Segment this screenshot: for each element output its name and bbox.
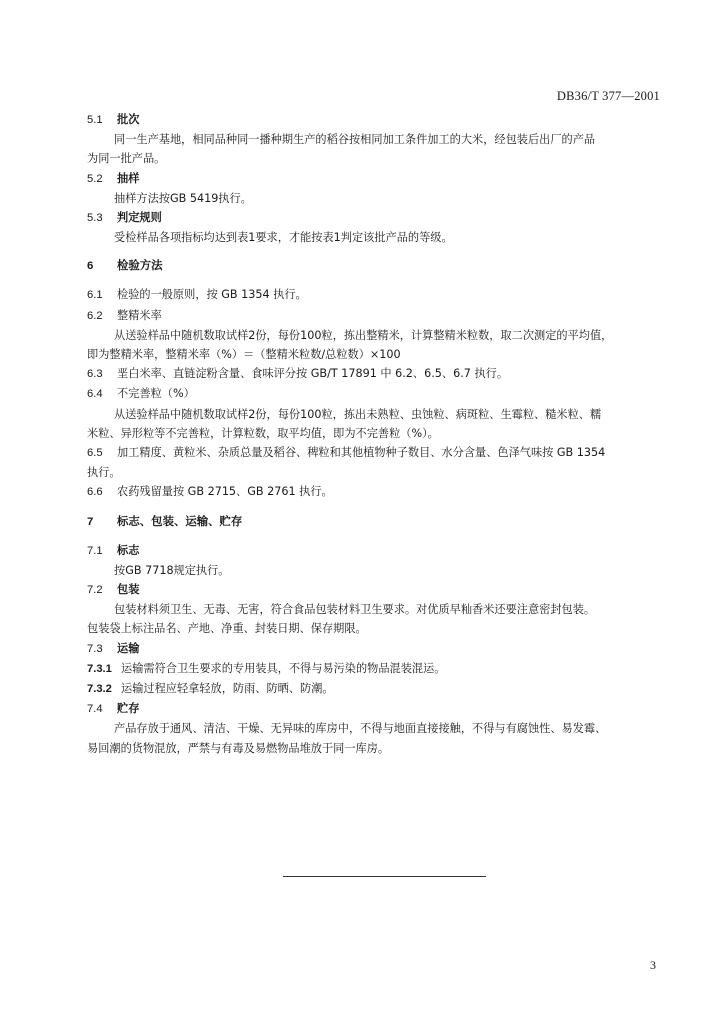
standard-code-header: DB36/T 377—2001 xyxy=(556,89,660,103)
section-title: 判定规则 xyxy=(117,211,162,225)
section-7-3-1 xyxy=(87,659,659,679)
section-7-4-heading xyxy=(87,699,659,719)
section-number: 7.3 xyxy=(87,642,103,655)
section-5-1-heading xyxy=(87,110,659,130)
section-7-2-text-line2: 包装袋上标注品名、产地、净重、封装日期、保存期限。 xyxy=(87,622,367,636)
section-5-3-heading xyxy=(87,208,659,228)
section-6-1 xyxy=(87,285,659,305)
section-number: 6.3 xyxy=(87,368,103,381)
chapter-title: 检验方法 xyxy=(117,258,163,273)
section-text: 垩白米率、直链淀粉含量、食味评分按 GB/T 17891 中 6.2、6.5、6.7 执行。 xyxy=(117,367,509,381)
section-7-4-text-line2: 易回潮的货物混放，严禁与有毒及易燃物品堆放于同一库房。 xyxy=(87,741,390,755)
chapter-7-heading xyxy=(87,512,659,532)
section-number: 6.1 xyxy=(87,289,103,302)
section-title: 运输 xyxy=(117,641,140,655)
section-7-2-text-line1: 包装材料须卫生、无毒、无害，符合食品包装材料卫生要求。对优质早籼香米还要注意密封包装。 xyxy=(114,603,596,617)
section-number: 7.3.1 xyxy=(87,662,112,675)
section-title: 批次 xyxy=(117,113,140,126)
section-7-3-2 xyxy=(87,679,659,699)
section-6-4-heading xyxy=(87,384,659,404)
section-5-1-text-line1: 同一生产基地，相同品种同一播种期生产的稻谷按相同加工条件加工的大米，经包装后出厂的产品 xyxy=(114,133,596,147)
section-number: 7.1 xyxy=(87,544,103,557)
section-number: 6.5 xyxy=(87,447,103,460)
section-5-3-text: 受检样品各项指标均达到表1要求，才能按表1判定该批产品的等级。 xyxy=(114,231,453,245)
section-number: 7.3.2 xyxy=(87,683,112,696)
section-number: 5.2 xyxy=(87,172,103,185)
section-6-5-line1 xyxy=(87,443,659,463)
section-title: 标志 xyxy=(117,543,140,557)
section-6-6 xyxy=(87,482,659,502)
document-body xyxy=(87,110,659,758)
section-6-4-text-line2: 米粒、异形粒等不完善粒，计算粒数，取平均值，即为不完善粒（%）。 xyxy=(87,426,439,440)
section-number: 7.2 xyxy=(87,584,103,597)
section-5-1-text-line2: 为同一批产品。 xyxy=(87,152,166,166)
section-text: 农药残留量按 GB 2715、GB 2761 执行。 xyxy=(117,485,333,499)
section-title: 包装 xyxy=(117,583,140,597)
section-title: 抽样 xyxy=(117,171,140,185)
section-title: 贮存 xyxy=(117,702,140,716)
section-6-4-text-line1: 从送验样品中随机数取试样2份，每份100粒，拣出未熟粒、虫蚀粒、病斑粒、生霉粒、糙米粒、糯 xyxy=(114,407,602,421)
section-7-1-text: 按GB 7718规定执行。 xyxy=(114,563,230,577)
chapter-6-heading xyxy=(87,256,659,276)
section-7-2-heading xyxy=(87,580,659,600)
section-title: 整精米率 xyxy=(117,308,162,322)
section-number: 6.2 xyxy=(87,309,103,322)
chapter-title: 标志、包装、运输、贮存 xyxy=(117,513,243,528)
end-of-document-rule xyxy=(283,876,486,877)
section-title: 不完善粒（%） xyxy=(117,387,195,401)
section-text: 加工精度、黄粒米、杂质总量及稻谷、稗粒和其他植物种子数目、水分含量、色泽气味按 GB 1354 xyxy=(117,446,606,460)
section-6-2-text-line1: 从送验样品中随机数取试样2份，每份100粒，拣出整精米，计算整精米粒数，取二次测定的平均值， xyxy=(114,328,613,342)
section-number: 5.1 xyxy=(87,114,103,126)
section-text: 运输需符合卫生要求的专用装具，不得与易污染的物品混装混运。 xyxy=(121,661,446,675)
section-5-2-heading xyxy=(87,169,659,189)
page-number: 3 xyxy=(650,958,656,972)
chapter-number: 6 xyxy=(87,260,94,273)
chapter-number: 7 xyxy=(87,515,94,528)
section-number: 6.4 xyxy=(87,388,103,401)
section-6-2-text-line2: 即为整精米率，整精米率（%）＝（整精米粒数/总粒数）×100 xyxy=(87,348,401,362)
section-6-3 xyxy=(87,364,659,384)
section-text: 检验的一般原则，按 GB 1354 执行。 xyxy=(117,288,307,302)
section-7-1-heading xyxy=(87,541,659,561)
section-number: 5.3 xyxy=(87,212,103,225)
section-7-3-heading xyxy=(87,639,659,659)
section-7-4-text-line1: 产品存放于通风、清洁、干燥、无异味的库房中，不得与地面直接接触，不得与有腐蚀性、易发霉、 xyxy=(114,722,607,736)
section-6-5-line2: 执行。 xyxy=(87,466,121,480)
section-text: 运输过程应轻拿轻放，防雨、防晒、防潮。 xyxy=(121,682,334,696)
section-number: 6.6 xyxy=(87,486,103,499)
section-5-2-text: 抽样方法按GB 5419执行。 xyxy=(114,191,252,205)
section-6-2-heading xyxy=(87,306,659,326)
section-number: 7.4 xyxy=(87,703,103,716)
